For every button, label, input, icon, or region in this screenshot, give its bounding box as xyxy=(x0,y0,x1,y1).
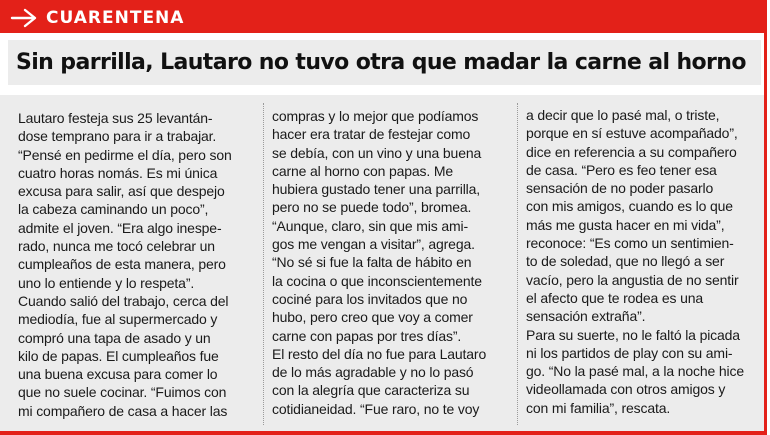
text-line: ni los partidos de play con su ami- xyxy=(526,344,733,361)
text-line: una buena excusa para comer lo xyxy=(18,366,218,383)
article-column-3 xyxy=(526,106,744,417)
section-label: CUARENTENA xyxy=(46,7,185,28)
text-line: cociné para los invitados que no xyxy=(272,290,468,307)
article-column-1 xyxy=(18,109,232,420)
text-line: compró una tapa de asado y un xyxy=(18,329,211,346)
section-bar xyxy=(0,0,764,33)
text-line: se debía, con un vino y una buena xyxy=(272,144,482,161)
section-tag xyxy=(10,5,184,30)
text-line: “No sé si fue la falta de hábito en xyxy=(272,254,472,271)
text-line: videollamada con otros amigos y xyxy=(526,381,726,398)
text-line: la cabeza caminando un poco”, xyxy=(18,201,209,218)
column-divider xyxy=(517,103,518,425)
text-line: carne al horno con papas. Me xyxy=(272,162,454,179)
text-line: dose temprano para ir a trabajar. xyxy=(18,128,217,145)
text-line: “Aunque, claro, sin que mis ami- xyxy=(272,217,468,234)
text-line: carne con papas por tres días”. xyxy=(272,327,462,344)
text-line: más me gusta hacer en mi vida”, xyxy=(526,216,725,233)
text-line: to de soledad, que no llegó a ser xyxy=(526,253,725,270)
text-line: “Pensé en pedirme el día, pero son xyxy=(18,146,232,163)
text-line: Para su suerte, no le faltó la picada xyxy=(526,326,740,343)
text-line: rado, nunca me tocó celebrar un xyxy=(18,238,215,255)
text-line: con mis amigos, cuando es lo que xyxy=(526,198,733,215)
headline: Sin parrilla, Lautaro no tuvo otra que madar la carne al horno xyxy=(16,50,746,75)
text-line: kilo de papas. El cumpleaños fue xyxy=(18,347,219,364)
text-line: dice en referencia a su compañero xyxy=(526,143,737,160)
text-line: con mi familia”, rescata. xyxy=(526,399,671,416)
text-line: compras y lo mejor que podíamos xyxy=(272,108,479,124)
text-line: cotidianeidad. “Fue raro, no te voy xyxy=(272,400,480,417)
text-line: cumpleaños de esta manera, pero xyxy=(18,256,226,273)
text-line: Cuando salió del trabajo, cerca del xyxy=(18,292,229,309)
text-line: hubiera gustado tener una parrilla, xyxy=(272,181,481,198)
text-line: vacío, pero la angustia de no sentir xyxy=(526,271,739,288)
text-line: uno lo entiende y lo respeta”. xyxy=(18,274,195,291)
text-line: hacer era tratar de festejar como xyxy=(272,126,471,143)
text-line: sensación de no poder pasarlo xyxy=(526,180,714,197)
text-line: excusa para salir, así que despejo xyxy=(18,183,225,200)
text-line: mediodía, fue al supermercado y xyxy=(18,311,218,328)
text-line: pero no se puede todo”, bromea. xyxy=(272,199,472,216)
text-line: de casa. “Pero es feo tener esa xyxy=(526,161,717,178)
text-line: El resto del día no fue para Lautaro xyxy=(272,345,487,362)
text-line: con la alegría que caracteriza su xyxy=(272,382,470,399)
headline-box xyxy=(8,40,761,85)
text-line: go. “No la pasé mal, a la noche hice xyxy=(526,363,744,380)
text-line: reconoce: “Es como un sentimien- xyxy=(526,235,734,252)
text-line: gos me vengan a visitar”, agrega. xyxy=(272,236,475,253)
article-column-2 xyxy=(272,107,486,418)
text-line: cuatro horas nomás. Es mi única xyxy=(18,164,218,181)
text-line: la cocina o que inconscientemente xyxy=(272,272,482,289)
text-line: el afecto que te rodea es una xyxy=(526,289,704,306)
text-line: admite el joven. “Era algo inespe- xyxy=(18,219,222,236)
column-divider xyxy=(263,103,264,425)
text-line: hubo, pero creo que voy a comer xyxy=(272,309,473,326)
article-body xyxy=(0,95,764,431)
text-line: sensación extraña”. xyxy=(526,308,646,325)
text-line: que no suele cocinar. “Fuimos con xyxy=(18,384,227,401)
text-line: porque en sí estuve acompañado”, xyxy=(526,125,738,142)
right-arrow-icon xyxy=(10,8,38,28)
text-line: de lo más agradable y no lo pasó xyxy=(272,364,474,381)
text-line: Lautaro festeja sus 25 levantán- xyxy=(18,110,213,126)
text-line: a decir que lo pasé mal, o triste, xyxy=(526,107,720,123)
text-line: mi compañero de casa a hacer las xyxy=(18,402,228,419)
